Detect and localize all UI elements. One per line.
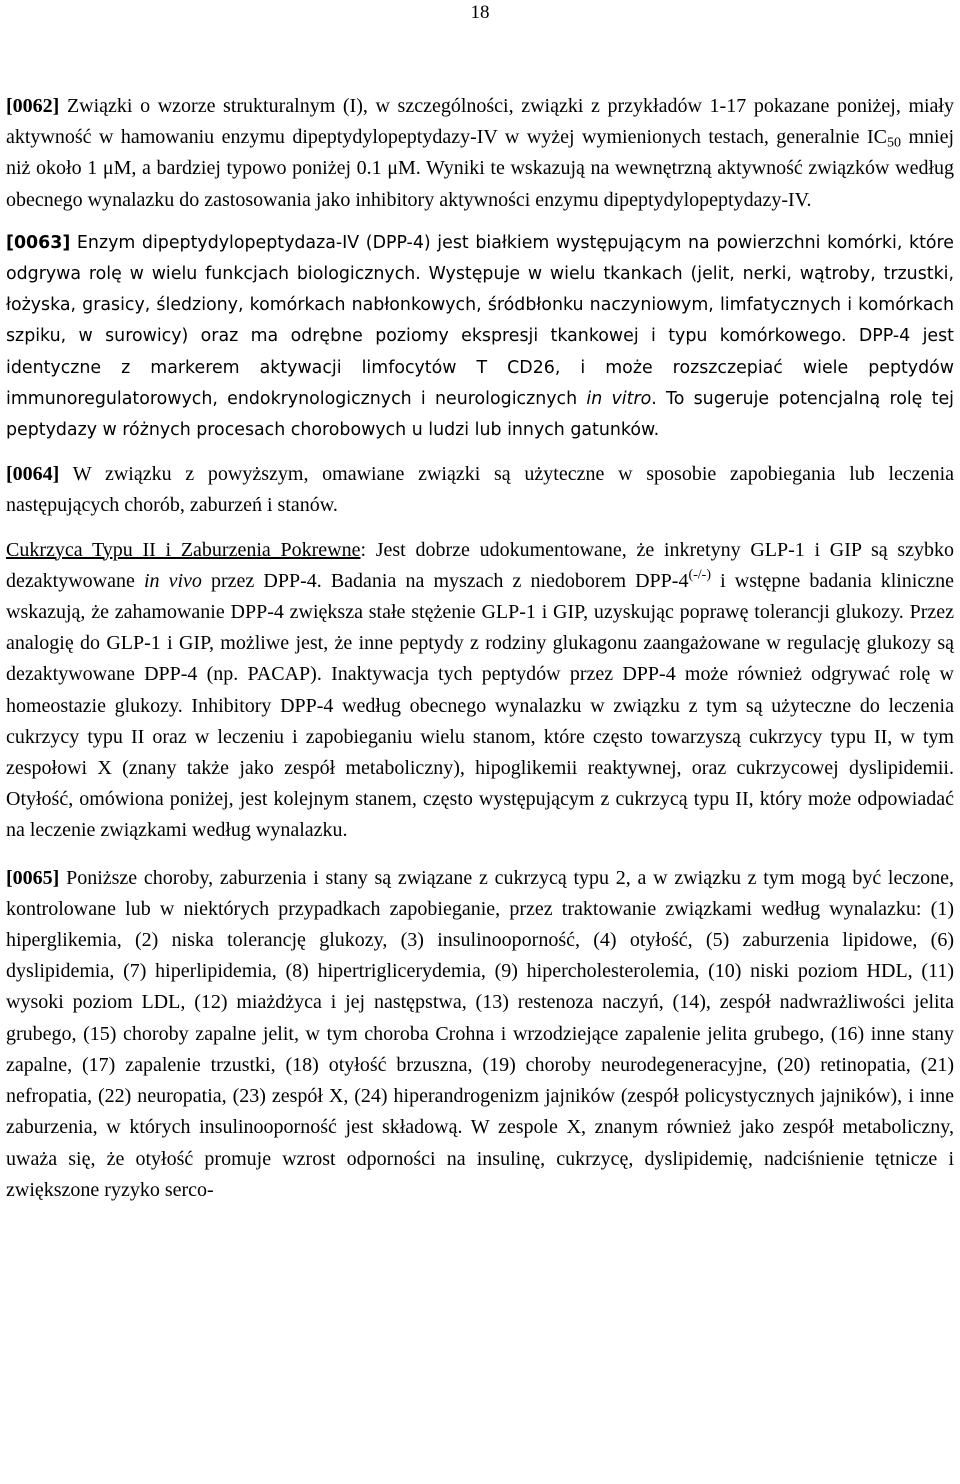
- italic-term: in vitro: [586, 388, 652, 409]
- page-number: 18: [470, 2, 490, 23]
- document-body: [6, 91, 954, 1206]
- paragraph-text: i wstępne badania kliniczne wskazują, że zahamowanie DPP-4 zwiększa stałe stężenie GLP-1 i GIP, uzyskując poprawę tolerancji glukozy. Przez analogię do GLP-1 i GIP, możliwe jest, że inne peptydy z rodziny glukagonu zaangażowane w regulację glukozy są dezaktywowane DPP-4 (np. PACAP). Inaktywacja tych peptydów przez DPP-4 może również odgrywać rolę w homeostazie glukozy. Inhibitory DPP-4 według obecnego wynalazku w związku z tym są użyteczne do leczenia cukrzycy typu II oraz w leczeniu i zapobieganiu wielu stanom, które często towarzyszą cukrzycy typu II, w tym zespołowi X (znany także jako zespół metaboliczny), hipoglikemii reaktywnej, oraz cukrzycowej dyslipidemii. Otyłość, omówiona poniżej, jest kolejnym stanem, często występującym z cukrzycą typu II, który może odpowiadać na leczenie związkami według wynalazku.: [6, 569, 954, 842]
- paragraph-0065: [6, 863, 954, 1206]
- paragraph-cukrzyca: [6, 535, 954, 847]
- italic-term: in vivo: [143, 569, 202, 592]
- subscript: 50: [887, 135, 902, 151]
- paragraph-text: Poniższe choroby, zaburzenia i stany są związane z cukrzycą typu 2, a w związku z tym mogą być leczone, kontrolowane lub w niektórych przypadkach zapobieganie, przez traktowanie związkami według wynalazku: (1) hiperglikemia, (2) niska tolerancję glukozy, (3) insulinooporność, (4) otyłość, (5) zaburzenia lipidowe, (6) dyslipidemia, (7) hiperlipidemia, (8) hipertriglicerydemia, (9) hipercholesterolemia, (10) niski poziom HDL, (11) wysoki poziom LDL, (12) miażdżyca i jej następstwa, (13) restenoza naczyń, (14), zespół nadwrażliwości jelita grubego, (15) choroby zapalne jelit, w tym choroba Crohna i wrzodziejące zapalenie jelita grubego, (16) inne stany zapalne, (17) zapalenie trzustki, (18) otyłość brzuszna, (19) choroby neurodegeneracyjne, (20) retinopatia, (21) nefropatia, (22) neuropatia, (23) zespół X, (24) hiperandrogenizm jajników (zespół policystycznych jajników), i inne zaburzenia, w których insulinooporność jest składową. W zespole X, znanym również jako zespół metaboliczny, uważa się, że otyłość promuje wzrost odporności na insulinę, cukrzycę, dyslipidemię, nadciśnienie tętnicze i zwiększone ryzyko serco-: [6, 866, 954, 1201]
- paragraph-number: [0063]: [6, 232, 71, 253]
- paragraph-text: Związki o wzorze strukturalnym (I), w szczególności, związki z przykładów 1-17 pokazane poniżej, miały aktywność w hamowaniu enzymu dipeptydylopeptydazy-IV w wyżej wymienionych testach, generalnie IC: [6, 95, 954, 149]
- paragraph-text: przez DPP-4. Badania na myszach z niedoborem DPP-4: [201, 569, 689, 592]
- paragraph-0062: [6, 91, 954, 216]
- paragraph-number: [0062]: [6, 95, 60, 117]
- paragraph-text: : Jest dobrze udokumentowane, że inkretyny GLP-1 i GIP są szybko dezaktywowane: [6, 538, 954, 592]
- superscript: (-/-): [688, 567, 712, 583]
- section-heading: Cukrzyca Typu II i Zaburzenia Pokrewne: [6, 538, 361, 561]
- paragraph-0063: [6, 228, 954, 446]
- paragraph-text: W związku z powyższym, omawiane związki są użyteczne w sposobie zapobiegania lub leczenia następujących chorób, zaburzeń i stanów.: [6, 463, 954, 517]
- paragraph-0064: [6, 459, 954, 521]
- paragraph-text: mniej niż około 1 μM, a bardziej typowo poniżej 0.1 μM. Wyniki te wskazują na wewnętrzną aktywność związków według obecnego wynalazku do zastosowania jako inhibitory aktywności enzymu dipeptydylopeptydazy-IV.: [6, 126, 955, 211]
- paragraph-text: . To sugeruje potencjalną rolę tej peptydazy w różnych procesach chorobowych u ludzi lub innych gatunków.: [6, 388, 954, 441]
- paragraph-text: Enzym dipeptydylopeptydaza-IV (DPP-4) jest białkiem występującym na powierzchni komórki, które odgrywa rolę w wielu funkcjach biologicznych. Występuje w wielu tkankach (jelit, nerki, wątroby, trzustki, łożyska, grasicy, śledziony, komórkach nabłonkowych, śródbłonku naczyniowym, limfatycznych i komórkach szpiku, w surowicy) oraz ma odrębne poziomy ekspresji tkankowej i typu komórkowego. DPP-4 jest identyczne z markerem aktywacji limfocytów T CD26, i może rozszczepiać wiele peptydów immunoregulatorowych, endokrynologicznych i neurologicznych: [6, 232, 954, 409]
- paragraph-number: [0064]: [6, 463, 60, 486]
- paragraph-number: [0065]: [6, 866, 60, 889]
